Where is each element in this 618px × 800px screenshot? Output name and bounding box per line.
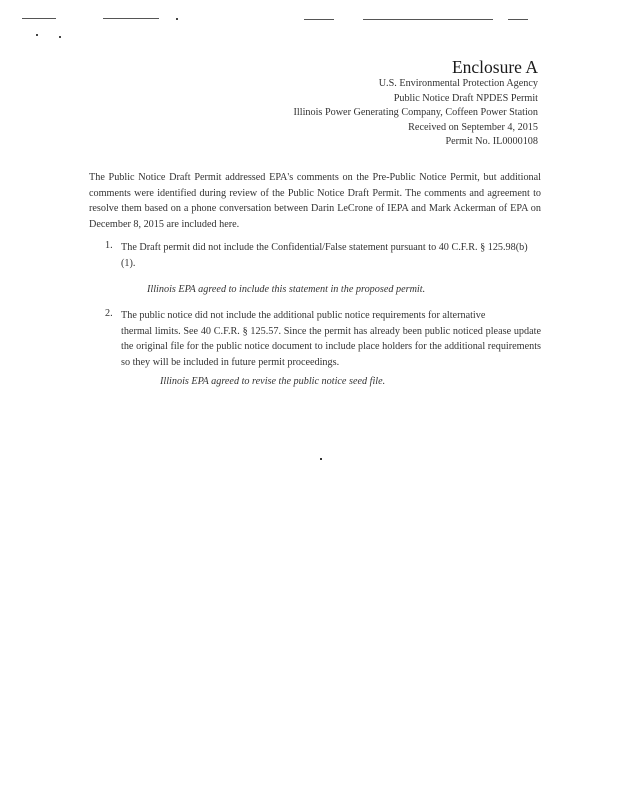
item-response: Illinois EPA agreed to revise the public notice seed file. [160, 376, 386, 387]
header-line-permit-type: Public Notice Draft NPDES Permit [393, 92, 538, 104]
stray-dot [320, 458, 322, 460]
item-number: 2. [105, 308, 113, 319]
scan-artifact [22, 18, 56, 19]
header-block [294, 77, 538, 150]
item-response: Illinois EPA agreed to include this statement in the proposed permit. [147, 284, 426, 295]
intro-paragraph: The Public Notice Draft Permit addressed EPA's comments on the Pre-Public Notice Permit, but additional comments were identified during review of the Public Notice Draft Permit. The comments and agreement to resolve them based on a phone conversation between Darin LeCrone of IEPA and Mark Ackerman of EPA on December 8, 2015 are included here. [89, 172, 541, 230]
scan-artifact [508, 19, 528, 20]
item-number: 1. [105, 240, 113, 251]
scan-artifact [176, 18, 178, 20]
item-comment-continued: thermal limits. See 40 C.F.R. § 125.57. Since the permit has already been public noticed please update the original file for the public notice document to include place holders for the additional requirements so they will be included in future permit proceedings. [121, 325, 541, 368]
header-line-received: Received on September 4, 2015 [408, 121, 538, 133]
item-comment: The Draft permit did not include the Confidential/False statement pursuant to 40 C.F.R. § 125.98(b)(1). [121, 242, 528, 269]
scan-artifact [363, 19, 493, 20]
scan-artifact [36, 34, 38, 36]
enclosure-title: Enclosure A [451, 57, 538, 77]
scan-artifact [304, 19, 334, 20]
scan-artifact [59, 36, 61, 38]
item-comment-first-line: The public notice did not include the additional public notice requirements for alternative [121, 310, 486, 321]
scan-artifact [103, 18, 159, 19]
header-line-agency: U.S. Environmental Protection Agency [378, 78, 538, 89]
header-line-facility: Illinois Power Generating Company, Coffeen Power Station [293, 107, 538, 119]
header-line-permit-number: Permit No. IL0000108 [445, 136, 538, 148]
